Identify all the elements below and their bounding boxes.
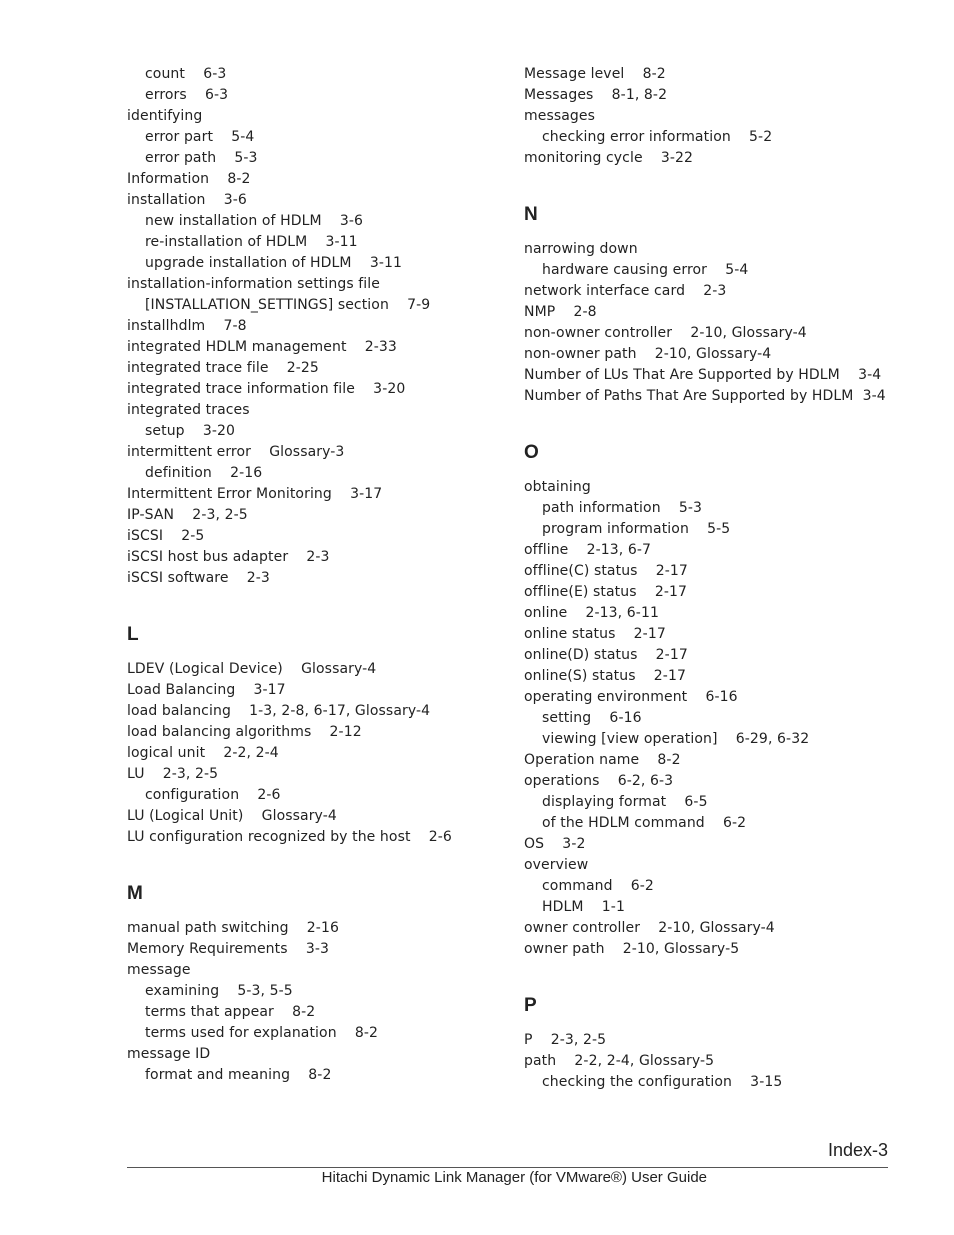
index-entry: iSCSI software 2-3 xyxy=(127,570,270,586)
index-entry: non-owner controller 2-10, Glossary-4 xyxy=(524,325,807,341)
index-subentry: [INSTALLATION_SETTINGS] section 7-9 xyxy=(145,297,431,313)
index-subentry: of the HDLM command 6-2 xyxy=(542,815,747,831)
index-entry: intermittent error Glossary-3 xyxy=(127,444,345,460)
index-entry: path 2-2, 2-4, Glossary-5 xyxy=(524,1053,715,1069)
footer-divider xyxy=(127,1167,888,1168)
index-entry: OS 3-2 xyxy=(524,836,586,852)
index-entry: online(D) status 2-17 xyxy=(524,647,688,663)
index-subentry: setup 3-20 xyxy=(145,423,236,439)
index-entry: Load Balancing 3-17 xyxy=(127,682,286,698)
index-entry: offline(C) status 2-17 xyxy=(524,563,688,579)
index-entry: integrated traces xyxy=(127,402,250,418)
section-heading: N xyxy=(524,204,538,225)
index-entry: obtaining xyxy=(524,479,591,495)
index-subentry: hardware causing error 5-4 xyxy=(542,262,749,278)
index-entry: monitoring cycle 3-22 xyxy=(524,150,694,166)
index-entry: message xyxy=(127,962,191,978)
index-subentry: path information 5-3 xyxy=(542,500,703,516)
index-subentry: HDLM 1-1 xyxy=(542,899,625,915)
index-entry: Message level 8-2 xyxy=(524,66,666,82)
index-entry: online status 2-17 xyxy=(524,626,666,642)
index-entry: owner path 2-10, Glossary-5 xyxy=(524,941,740,957)
index-entry: integrated trace file 2-25 xyxy=(127,360,319,376)
index-subentry: terms used for explanation 8-2 xyxy=(145,1025,379,1041)
section-heading: P xyxy=(524,995,537,1016)
index-subentry: examining 5-3, 5-5 xyxy=(145,983,293,999)
index-entry: LDEV (Logical Device) Glossary-4 xyxy=(127,661,377,677)
index-entry: logical unit 2-2, 2-4 xyxy=(127,745,279,761)
index-entry: integrated trace information file 3-20 xyxy=(127,381,406,397)
index-entry: offline(E) status 2-17 xyxy=(524,584,688,600)
section-heading: L xyxy=(127,624,139,645)
index-entry: LU configuration recognized by the host 2-6 xyxy=(127,829,452,845)
index-subentry: checking error information 5-2 xyxy=(542,129,773,145)
index-entry: Memory Requirements 3-3 xyxy=(127,941,329,957)
index-entry: integrated HDLM management 2-33 xyxy=(127,339,397,355)
index-entry: IP-SAN 2-3, 2-5 xyxy=(127,507,248,523)
index-entry: operations 6-2, 6-3 xyxy=(524,773,674,789)
index-subentry: checking the configuration 3-15 xyxy=(542,1074,783,1090)
index-entry: installhdlm 7-8 xyxy=(127,318,247,334)
index-subentry: configuration 2-6 xyxy=(145,787,281,803)
index-entry: LU 2-3, 2-5 xyxy=(127,766,219,782)
index-subentry: program information 5-5 xyxy=(542,521,731,537)
section-heading: O xyxy=(524,442,539,463)
index-column-left xyxy=(127,64,517,1086)
page-number: Index-3 xyxy=(827,1140,888,1160)
index-entry: NMP 2-8 xyxy=(524,304,597,320)
index-entry: installation-information settings file xyxy=(127,276,381,292)
index-subentry: format and meaning 8-2 xyxy=(145,1067,332,1083)
index-subentry: error part 5-4 xyxy=(145,129,255,145)
index-entry: offline 2-13, 6-7 xyxy=(524,542,652,558)
index-entry: LU (Logical Unit) Glossary-4 xyxy=(127,808,337,824)
index-entry: owner controller 2-10, Glossary-4 xyxy=(524,920,775,936)
index-subentry: re-installation of HDLM 3-11 xyxy=(145,234,358,250)
index-entry: iSCSI 2-5 xyxy=(127,528,205,544)
index-entry: identifying xyxy=(127,108,203,124)
index-entry: Number of LUs That Are Supported by HDLM 3-4 xyxy=(524,367,882,383)
index-entry: Operation name 8-2 xyxy=(524,752,681,768)
index-subentry: displaying format 6-5 xyxy=(542,794,708,810)
index-subentry: terms that appear 8-2 xyxy=(145,1004,316,1020)
index-entry: message ID xyxy=(127,1046,211,1062)
index-subentry: command 6-2 xyxy=(542,878,654,894)
index-subentry: viewing [view operation] 6-29, 6-32 xyxy=(542,731,810,747)
index-entry: load balancing 1-3, 2-8, 6-17, Glossary-4 xyxy=(127,703,431,719)
index-entry: manual path switching 2-16 xyxy=(127,920,339,936)
index-entry: load balancing algorithms 2-12 xyxy=(127,724,362,740)
index-entry: narrowing down xyxy=(524,241,638,257)
index-entry: Number of Paths That Are Supported by HDLM 3-4 xyxy=(524,388,886,404)
document-title: Hitachi Dynamic Link Manager (for VMware®) User Guide xyxy=(321,1169,707,1186)
index-entry: Information 8-2 xyxy=(127,171,251,187)
index-entry: network interface card 2-3 xyxy=(524,283,727,299)
index-entry: online 2-13, 6-11 xyxy=(524,605,659,621)
index-subentry: error path 5-3 xyxy=(145,150,258,166)
index-entry: iSCSI host bus adapter 2-3 xyxy=(127,549,330,565)
index-entry: operating environment 6-16 xyxy=(524,689,738,705)
index-column-right xyxy=(524,64,904,1093)
index-subentry: new installation of HDLM 3-6 xyxy=(145,213,364,229)
index-entry: P 2-3, 2-5 xyxy=(524,1032,607,1048)
section-heading: M xyxy=(127,883,143,904)
index-entry: online(S) status 2-17 xyxy=(524,668,686,684)
index-entry: non-owner path 2-10, Glossary-4 xyxy=(524,346,772,362)
index-subentry: upgrade installation of HDLM 3-11 xyxy=(145,255,402,271)
index-subentry: setting 6-16 xyxy=(542,710,642,726)
index-entry: overview xyxy=(524,857,589,873)
index-subentry: count 6-3 xyxy=(145,66,227,82)
index-entry: Messages 8-1, 8-2 xyxy=(524,87,668,103)
index-subentry: errors 6-3 xyxy=(145,87,229,103)
index-entry: Intermittent Error Monitoring 3-17 xyxy=(127,486,383,502)
index-entry: messages xyxy=(524,108,596,124)
index-entry: installation 3-6 xyxy=(127,192,247,208)
index-subentry: definition 2-16 xyxy=(145,465,263,481)
